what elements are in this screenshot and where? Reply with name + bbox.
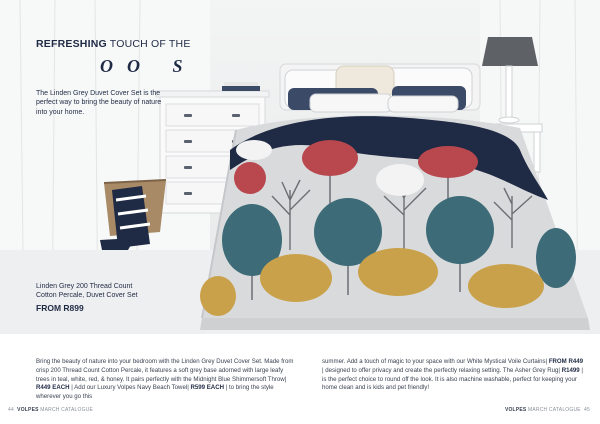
headline-bold: REFRESHING xyxy=(36,38,107,50)
body-right-text-2: | designed to offer privacy and create the perfectly relaxing setting. The Asher Grey Rug| xyxy=(322,366,562,374)
pillows xyxy=(280,64,480,112)
body-left-price-1: R449 EACH xyxy=(36,384,70,392)
footer-left xyxy=(8,407,93,413)
headline xyxy=(36,38,191,50)
body-left-price-2: R599 EACH xyxy=(190,384,224,392)
footer-right xyxy=(505,407,590,413)
footer-title-right: MARCH CATALOGUE xyxy=(528,407,581,413)
body-right-price-1: FROM R449 xyxy=(548,358,584,365)
body-right-text-3: | is the perfect choice to round off the look. It is also machine washable, perfect for keeping your home clean and is kids and pet friendly! xyxy=(322,366,583,392)
tree-honey-1 xyxy=(260,254,332,302)
footer-brand-right: VOLPES xyxy=(504,407,527,413)
product-name: Linden Grey 200 Thread Count Cotton Percale, Duvet Cover Set xyxy=(36,283,138,300)
tree-honey-4 xyxy=(200,276,236,316)
page-number-right: 45 xyxy=(584,407,590,413)
body-column-right xyxy=(322,358,584,393)
footer-title-left: MARCH CATALOGUE xyxy=(40,407,94,413)
tree-white-1 xyxy=(376,164,424,196)
tree-honey-3 xyxy=(468,264,544,308)
tree-red-3 xyxy=(234,162,266,194)
body-left-text-2: | Add our Luxury Volpes Navy Beach Towel| xyxy=(69,384,191,392)
body-right-price-2: R1499 xyxy=(561,366,580,374)
product-price: FROM R899 xyxy=(36,303,84,313)
tree-honey-2 xyxy=(358,248,438,296)
tree-white-2 xyxy=(236,140,272,160)
headline-rest: TOUCH OF THE xyxy=(106,38,191,50)
body-column-left xyxy=(36,358,298,402)
headline-script: OO S xyxy=(100,56,197,76)
footer-brand-left: VOLPES xyxy=(17,407,39,413)
intro-text: The Linden Grey Duvet Cover Set is the perfect way to bring the beauty of nature into your home. xyxy=(36,90,162,116)
page-number-left: 44 xyxy=(8,407,14,413)
body-right-text-1: summer. Add a touch of magic to your space with our White Mystical Voile Curtains| xyxy=(322,358,549,365)
body-left-text-3: | to bring the style wherever you go this xyxy=(36,384,274,401)
body-left-text-1: Bring the beauty of nature into your bedroom with the Linden Grey Duvet Cover Set. Made from crisp 200 Thread Count Cotton Percale, it features a soft grey base adorned with large leafy trees in teal, white, red, & honey. It pairs perfectly with the Midnight Blue Shimmersoft Throw| xyxy=(36,358,294,383)
